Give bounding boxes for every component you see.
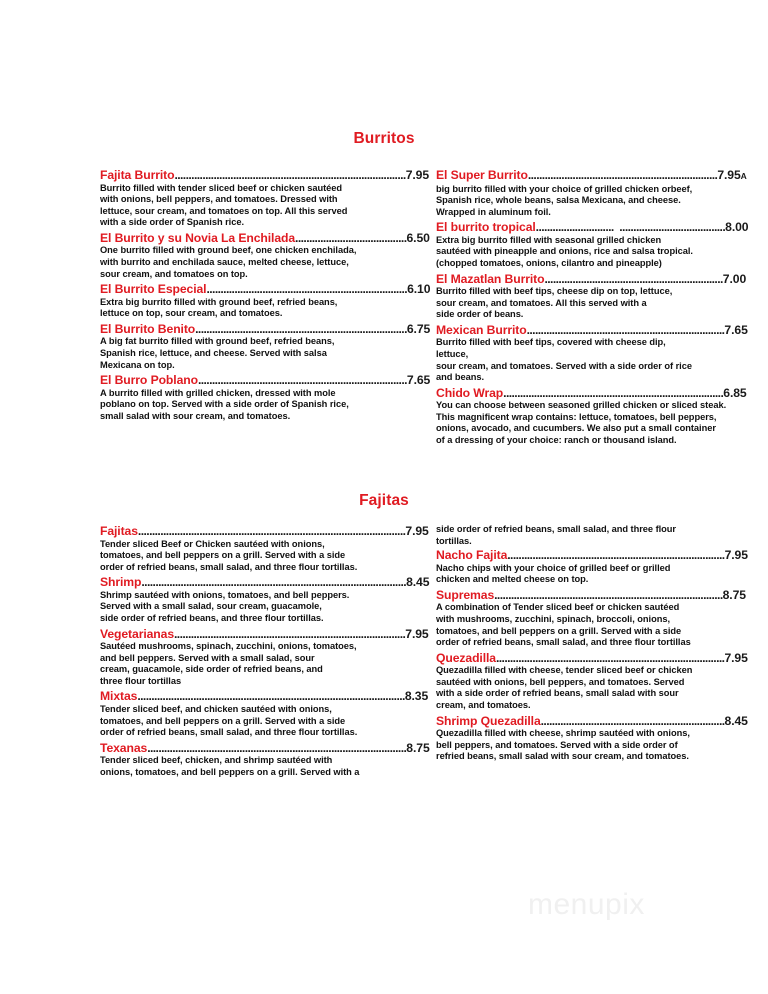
menu-item-header <box>436 714 748 729</box>
menu-item-description <box>436 337 748 383</box>
menu-item-name: Nacho Fajita <box>436 548 508 563</box>
description-line: Burrito filled with tender sliced beef or chicken sautéed <box>100 182 343 193</box>
menu-item-header <box>100 282 430 297</box>
menu-item-header <box>100 575 430 590</box>
section-header-fajitas <box>0 492 768 510</box>
menu-item-header <box>100 373 430 388</box>
menu-item-name: Mexican Burrito <box>436 322 527 337</box>
menu-item-description <box>436 286 748 321</box>
section-title: Fajitas <box>359 492 409 509</box>
leader-dots: ................................................................ <box>544 271 723 286</box>
description-line: tomatoes, and bell peppers on a grill. Served with a side <box>436 625 682 636</box>
menu-item-description <box>436 602 748 648</box>
description-line: Wrapped in aluminum foil. <box>436 206 551 217</box>
menu-item-header <box>436 386 748 401</box>
menu-item-price: 7.65 <box>724 322 748 337</box>
menu-item-price: 7.95 <box>405 626 429 641</box>
item-description-continued <box>436 524 748 547</box>
menu-item <box>100 575 430 624</box>
description-line: Tender sliced Beef or Chicken sautéed with onions, <box>100 538 325 549</box>
description-line: onions, tomatoes, and bell peppers on a grill. Served with a <box>100 766 360 777</box>
description-line: with a side order of Spanish rice. <box>100 217 244 228</box>
menu-item-header <box>436 651 748 666</box>
menu-item <box>436 714 748 763</box>
menu-item-price: 8.75 <box>722 587 746 602</box>
description-line: Tender sliced beef, chicken, and shrimp sautéed with <box>100 755 333 766</box>
description-line: Nacho chips with your choice of grilled beef or grilled <box>436 562 671 573</box>
description-line: lettuce, <box>436 348 469 359</box>
menu-item <box>100 524 430 573</box>
description-line: Tender sliced beef, and chicken sautéed with onions, <box>100 703 332 714</box>
menu-item-price: 7.95 <box>724 548 748 563</box>
description-line: sour cream, and tomatoes. Served with a side order of rice <box>436 360 692 371</box>
menu-item <box>100 627 430 688</box>
menu-item-header <box>100 741 430 756</box>
menu-item <box>100 231 430 280</box>
description-line: Spanish rice, lettuce, and cheese. Served with salsa <box>100 347 327 358</box>
description-line: order of refried beans, small salad, and three flour tortillas. <box>100 561 358 572</box>
description-line: Spanish rice, whole beans, salsa Mexicana, and cheese. <box>436 195 681 206</box>
menu-item-header <box>436 272 748 287</box>
description-line: big burrito filled with your choice of grilled chicken orbeef, <box>436 183 693 194</box>
menu-item-price: 8.00 <box>725 220 748 235</box>
menu-item-name: Fajitas <box>100 524 138 538</box>
menu-item-name: Shrimp <box>100 575 142 590</box>
menu-item <box>100 282 430 320</box>
description-line: small salad with sour cream, and tomatoes. <box>100 410 291 421</box>
description-line: side order of refried beans, and three flour tortillas. <box>100 612 324 623</box>
menu-item-description <box>436 665 748 711</box>
leader-dots: ................................................................................... <box>174 626 406 641</box>
description-line: order of refried beans, small salad, and three flour tortillas. <box>100 727 358 738</box>
leader-dots: .............................................................................. <box>507 548 725 563</box>
menu-item-price: 7.95 <box>405 524 429 538</box>
leader-dots: ................................................................................................ <box>137 689 405 704</box>
menu-item-description <box>436 235 748 270</box>
leader-dots: .................................................................................. <box>495 650 725 665</box>
description-line: Served with a small salad, sour cream, guacamole, <box>100 601 322 612</box>
description-line: tortillas. <box>436 535 472 546</box>
menu-item-price: 8.45 <box>724 713 748 728</box>
description-line: of a dressing of your choice: ranch or thousand island. <box>436 435 677 445</box>
leader-dots: ....................................................................... <box>526 322 725 337</box>
section-title: Burritos <box>353 130 415 147</box>
menu-item-description <box>100 755 430 778</box>
menu-item-name: El Super Burrito <box>436 168 528 182</box>
menu-item <box>436 323 748 384</box>
menu-item-price: 7.95 <box>724 650 748 665</box>
menu-item-header <box>436 588 748 603</box>
description-line: (chopped tomatoes, onions, cilantro and pineapple) <box>436 257 662 268</box>
description-line: sautéed with onions, bell peppers, and tomatoes. Served <box>436 676 685 687</box>
menu-item-description <box>436 184 748 219</box>
leader-dots: .................................................................. <box>540 713 725 728</box>
menu-column-right <box>436 168 748 449</box>
menu-item-header <box>100 231 430 246</box>
menu-item-name: Vegetarianas <box>100 626 175 641</box>
menu-item-header <box>436 323 748 338</box>
section-header-burritos <box>0 130 768 148</box>
description-line: poblano on top. Served with a side order of Spanish rice, <box>100 399 349 410</box>
leader-dots: ............................................................................... <box>503 385 724 400</box>
description-line: sour cream, and tomatoes on top. <box>100 268 248 279</box>
menu-item-description <box>100 336 430 371</box>
description-line: Burrito filled with beef tips, cheese dip on top, lettuce, <box>436 286 673 297</box>
menu-item <box>100 741 430 779</box>
description-line: and bell peppers. Served with a small salad, sour <box>100 652 315 663</box>
leader-dots: ............................................................................................... <box>141 575 407 590</box>
description-line: Quezadilla filled with cheese, shrimp sautéed with onions, <box>436 728 690 739</box>
menu-item-name: Supremas <box>436 587 495 602</box>
menu-item-name: El Burrito Especial <box>100 282 207 297</box>
menu-item <box>100 322 430 371</box>
description-line: Sautéed mushrooms, spinach, zucchini, onions, tomatoes, <box>100 641 357 652</box>
menu-item-description <box>100 297 430 320</box>
leader-dots: .................................................................................. <box>494 587 723 602</box>
menu-item-name: Mixtas <box>100 689 138 704</box>
menu-item-description <box>436 400 748 446</box>
description-line: with onions, bell peppers, and tomatoes. Dressed with <box>100 194 338 205</box>
description-line: This magnificent wrap contains: lettuce, tomatoes, bell peppers, <box>436 411 717 422</box>
leader-dots: ........................................................................ <box>206 282 408 297</box>
menu-item <box>436 588 748 649</box>
section-columns-burritos <box>0 168 768 449</box>
description-line: order of refried beans, small salad, and three flour tortillas <box>436 637 691 648</box>
description-line: lettuce on top, sour cream, and tomatoes. <box>100 308 283 319</box>
menu-item-price-suffix: A <box>740 171 747 181</box>
menu-item-header <box>436 168 748 184</box>
leader-dots: .................................................................... <box>527 168 718 182</box>
description-line: chicken and melted cheese on top. <box>436 574 589 585</box>
description-line: refried beans, small salad with sour cream, and tomatoes. <box>436 751 689 762</box>
description-line: cream, guacamole, side order of refried beans, and <box>100 664 323 675</box>
description-line: three flour tortillas <box>100 675 182 686</box>
menu-item-price: 8.35 <box>404 689 429 704</box>
menu-item <box>100 689 430 738</box>
description-line: A combination of Tender sliced beef or chicken sautéed <box>436 602 680 613</box>
menu-item-price: 6.85 <box>723 385 747 400</box>
menu-item-description <box>100 245 430 280</box>
description-line: sour cream, and tomatoes. All this served with a <box>436 297 647 308</box>
menu-item-description <box>100 641 430 687</box>
menu-item-description <box>100 539 430 574</box>
menu-item-description <box>436 563 748 586</box>
menu-item-price: 6.10 <box>407 282 430 297</box>
menu-item-header <box>100 168 430 183</box>
leader-dots: ........................................................................... <box>197 373 407 388</box>
menu-item-header <box>436 220 748 235</box>
menu-item-name: Texanas <box>100 740 148 755</box>
menu-item-name: Quezadilla <box>436 650 496 665</box>
menu-item-name: El Mazatlan Burrito <box>436 271 545 286</box>
menu-item-header <box>100 627 430 642</box>
description-line: with mushrooms, zucchini, spinach, broccoli, onions, <box>436 613 670 624</box>
description-line: with a side order of refried beans, small salad with sour <box>436 688 679 699</box>
menu-item-price: 7.95 <box>405 168 430 182</box>
description-line: with burrito and enchilada sauce, melted cheese, lettuce, <box>100 256 349 267</box>
menu-item <box>436 272 748 321</box>
menu-item-name: Fajita Burrito <box>100 168 175 182</box>
leader-dots: ........................................ <box>295 230 407 245</box>
menu-item <box>436 548 748 586</box>
menu-item-name: El Burrito y su Novia La Enchilada <box>100 230 296 245</box>
description-line: Mexicana on top. <box>100 359 175 370</box>
menu-item-description <box>436 728 748 763</box>
description-line: side order of refried beans, small salad, and three flour <box>436 524 676 534</box>
menu-item-name: Shrimp Quezadilla <box>436 713 541 728</box>
menu-item-name: El Burro Poblano <box>100 373 198 388</box>
description-line: You can choose between seasoned grilled chicken or sliced steak. <box>436 400 727 411</box>
menu-item-name: Chido Wrap <box>436 385 504 400</box>
menu-item-description <box>100 183 430 229</box>
menu-item-header <box>100 322 430 337</box>
description-line: Burrito filled with beef tips, covered with cheese dip, <box>436 337 666 348</box>
menu-column-left <box>100 524 430 780</box>
description-line: tomatoes, and bell peppers on a grill. Served with a side <box>100 715 346 726</box>
menu-column-right <box>436 524 748 765</box>
menu-item-price: 7.00 <box>722 271 747 286</box>
menu-item-description <box>100 590 430 625</box>
menupix-watermark: menupix <box>528 888 645 921</box>
description-line: bell peppers, and tomatoes. Served with a side order of <box>436 739 678 750</box>
description-line: Quezadilla filled with cheese, tender sliced beef or chicken <box>436 665 693 676</box>
menu-item-price: 6.75 <box>406 321 430 336</box>
menu-item-price: 8.45 <box>406 575 430 590</box>
description-line: One burrito filled with ground beef, one chicken enchilada, <box>100 245 357 256</box>
description-line: Extra big burrito filled with seasonal grilled chicken <box>436 234 662 245</box>
leader-dots: ................................................................................... <box>174 168 406 182</box>
description-line: side order of beans. <box>436 309 524 320</box>
menu-item-price: 8.75 <box>406 740 430 755</box>
description-line: tomatoes, and bell peppers on a grill. Served with a side <box>100 550 346 561</box>
menu-item <box>436 651 748 712</box>
menu-item-price: 7.65 <box>406 373 430 388</box>
leader-dots: ............................ ...................................... <box>535 220 726 235</box>
menu-item-description <box>100 704 430 739</box>
section-columns-fajitas <box>0 524 768 780</box>
menu-item <box>100 373 430 422</box>
description-line: and beans. <box>436 372 485 383</box>
menu-item-header <box>436 548 748 563</box>
menu-column-left <box>100 168 430 424</box>
menu-item-description <box>100 388 430 423</box>
menu-item-header <box>100 524 430 539</box>
menu-item-price: 6.50 <box>406 230 430 245</box>
leader-dots: ................................................................................................ <box>137 524 406 538</box>
menu-item <box>436 386 748 447</box>
description-line: cream, and tomatoes. <box>436 700 531 711</box>
menu-item-price: 7.95 <box>717 168 741 182</box>
description-line: lettuce, sour cream, and tomatoes on top. All this served <box>100 205 348 216</box>
menu-item-name: El burrito tropical <box>436 220 536 235</box>
leader-dots: ............................................................................................. <box>147 740 407 755</box>
description-line: A burrito filled with grilled chicken, dressed with mole <box>100 387 336 398</box>
menu-item-name: El Burrito Benito <box>100 321 196 336</box>
description-line: onions, avocado, and cucumbers. We also put a small container <box>436 423 716 434</box>
menu-item <box>100 168 430 229</box>
menu-item <box>436 220 748 269</box>
description-line: A big fat burrito filled with ground beef, refried beans, <box>100 336 335 347</box>
description-line: Extra big burrito filled with ground beef, refried beans, <box>100 296 338 307</box>
leader-dots: ............................................................................ <box>195 321 407 336</box>
description-line: sautéed with pineapple and onions, rice and salsa tropical. <box>436 246 693 257</box>
description-line: Shrimp sautéed with onions, tomatoes, and bell peppers. <box>100 589 350 600</box>
menu-item-header <box>100 689 430 704</box>
menu-item <box>436 168 748 218</box>
